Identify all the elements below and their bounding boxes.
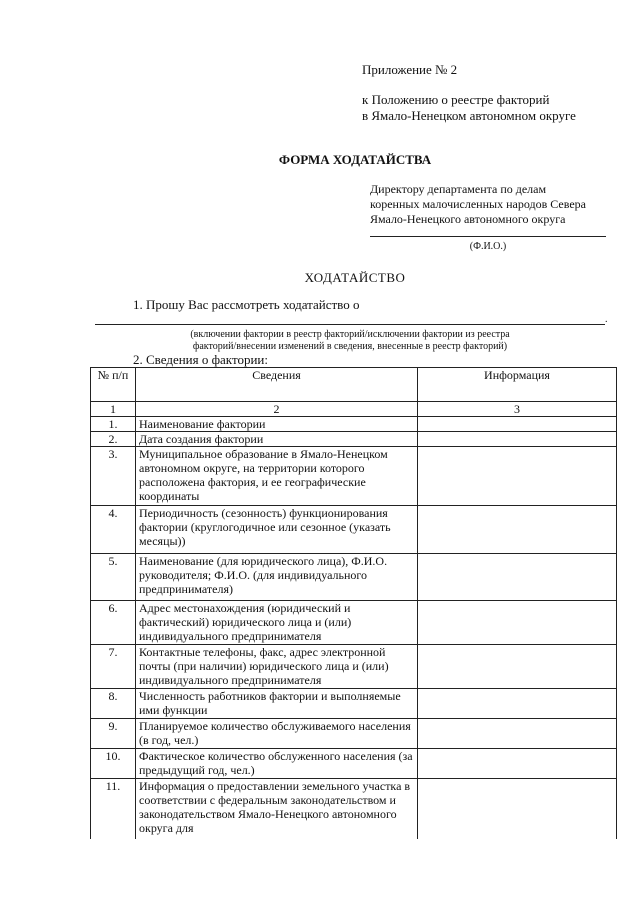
row-value-cell [418, 432, 617, 447]
row-num: 3. [91, 447, 136, 506]
row-text: Муниципальное образование в Ямало-Ненецком автономном округе, на территории которого расположена фактория, и ее географические координаты [136, 447, 418, 506]
column-number: 1 [91, 402, 136, 417]
row-num: 5. [91, 554, 136, 601]
fio-caption: (Ф.И.О.) [469, 241, 507, 252]
row-text: Планируемое количество обслуживаемого населения (в год, чел.) [136, 719, 418, 749]
column-number: 2 [136, 402, 418, 417]
row-value-cell [418, 506, 617, 554]
appendix-ref-line1: к Положению о реестре факторий [362, 92, 550, 107]
table-row [91, 779, 617, 839]
column-numbers-row [91, 402, 617, 417]
request-hint-line2: факторий/внесении изменений в сведения, внесенные в реестр факторий) [192, 341, 508, 352]
info-table [90, 367, 617, 839]
row-text: Численность работников фактории и выполняемые ими функции [136, 689, 418, 719]
table-row [91, 689, 617, 719]
row-num: 4. [91, 506, 136, 554]
table-row [91, 601, 617, 645]
section2-title: 2. Сведения о фактории: [133, 352, 268, 367]
request-blank-line [95, 324, 605, 325]
row-num: 7. [91, 645, 136, 689]
row-text: Наименование (для юридического лица), Ф.И.О. руководителя; Ф.И.О. (для индивидуального предпринимателя) [136, 554, 418, 601]
fio-line [370, 236, 606, 237]
header-num: № п/п [91, 368, 136, 402]
table-row [91, 645, 617, 689]
table-row [91, 506, 617, 554]
appendix-title: Приложение № 2 [362, 62, 458, 77]
table-row [91, 719, 617, 749]
row-text: Периодичность (сезонность) функционирования фактории (круглогодичное или сезонное (указать месяцы)) [136, 506, 418, 554]
request-line: 1. Прошу Вас рассмотреть ходатайство о [133, 297, 360, 312]
table-row [91, 417, 617, 432]
table-row [91, 432, 617, 447]
addressee-line3: Ямало-Ненецкого автономного округа [370, 212, 566, 226]
row-text: Наименование фактории [136, 417, 418, 432]
header-info: Сведения [136, 368, 418, 402]
row-value-cell [418, 749, 617, 779]
row-text: Дата создания фактории [136, 432, 418, 447]
row-value-cell [418, 689, 617, 719]
row-value-cell [418, 719, 617, 749]
row-value-cell [418, 554, 617, 601]
table-header-row [91, 368, 617, 402]
petition-title: ХОДАТАЙСТВО [304, 270, 406, 285]
row-num: 11. [91, 779, 136, 839]
row-value-cell [418, 447, 617, 506]
table-row [91, 554, 617, 601]
row-num: 6. [91, 601, 136, 645]
row-value-cell [418, 779, 617, 839]
row-value-cell [418, 601, 617, 645]
row-num: 8. [91, 689, 136, 719]
form-title: ФОРМА ХОДАТАЙСТВА [278, 152, 432, 167]
row-text: Фактическое количество обслуженного населения (за предыдущий год, чел.) [136, 749, 418, 779]
table-row [91, 749, 617, 779]
appendix-ref-line2: в Ямало-Ненецком автономном округе [362, 108, 576, 123]
row-value-cell [418, 417, 617, 432]
header-value: Информация [418, 368, 617, 402]
column-number: 3 [418, 402, 617, 417]
table-row [91, 447, 617, 506]
row-text: Адрес местонахождения (юридический и фактический) юридического лица и (или) индивидуального предпринимателя [136, 601, 418, 645]
row-num: 9. [91, 719, 136, 749]
addressee-line2: коренных малочисленных народов Севера [370, 197, 586, 211]
addressee-line1: Директору департамента по делам [370, 182, 547, 196]
row-value-cell [418, 645, 617, 689]
row-text: Контактные телефоны, факс, адрес электронной почты (при наличии) юридического лица и (или) индивидуального предпринимателя [136, 645, 418, 689]
row-text: Информация о предоставлении земельного участка в соответствии с федеральным законодательством и законодательством Ямало-Ненецкого автономного округа для [136, 779, 418, 839]
row-num: 10. [91, 749, 136, 779]
row-num: 1. [91, 417, 136, 432]
request-hint-line1: (включении фактории в реестр факторий/исключении фактории из реестра [190, 329, 510, 340]
row-num: 2. [91, 432, 136, 447]
